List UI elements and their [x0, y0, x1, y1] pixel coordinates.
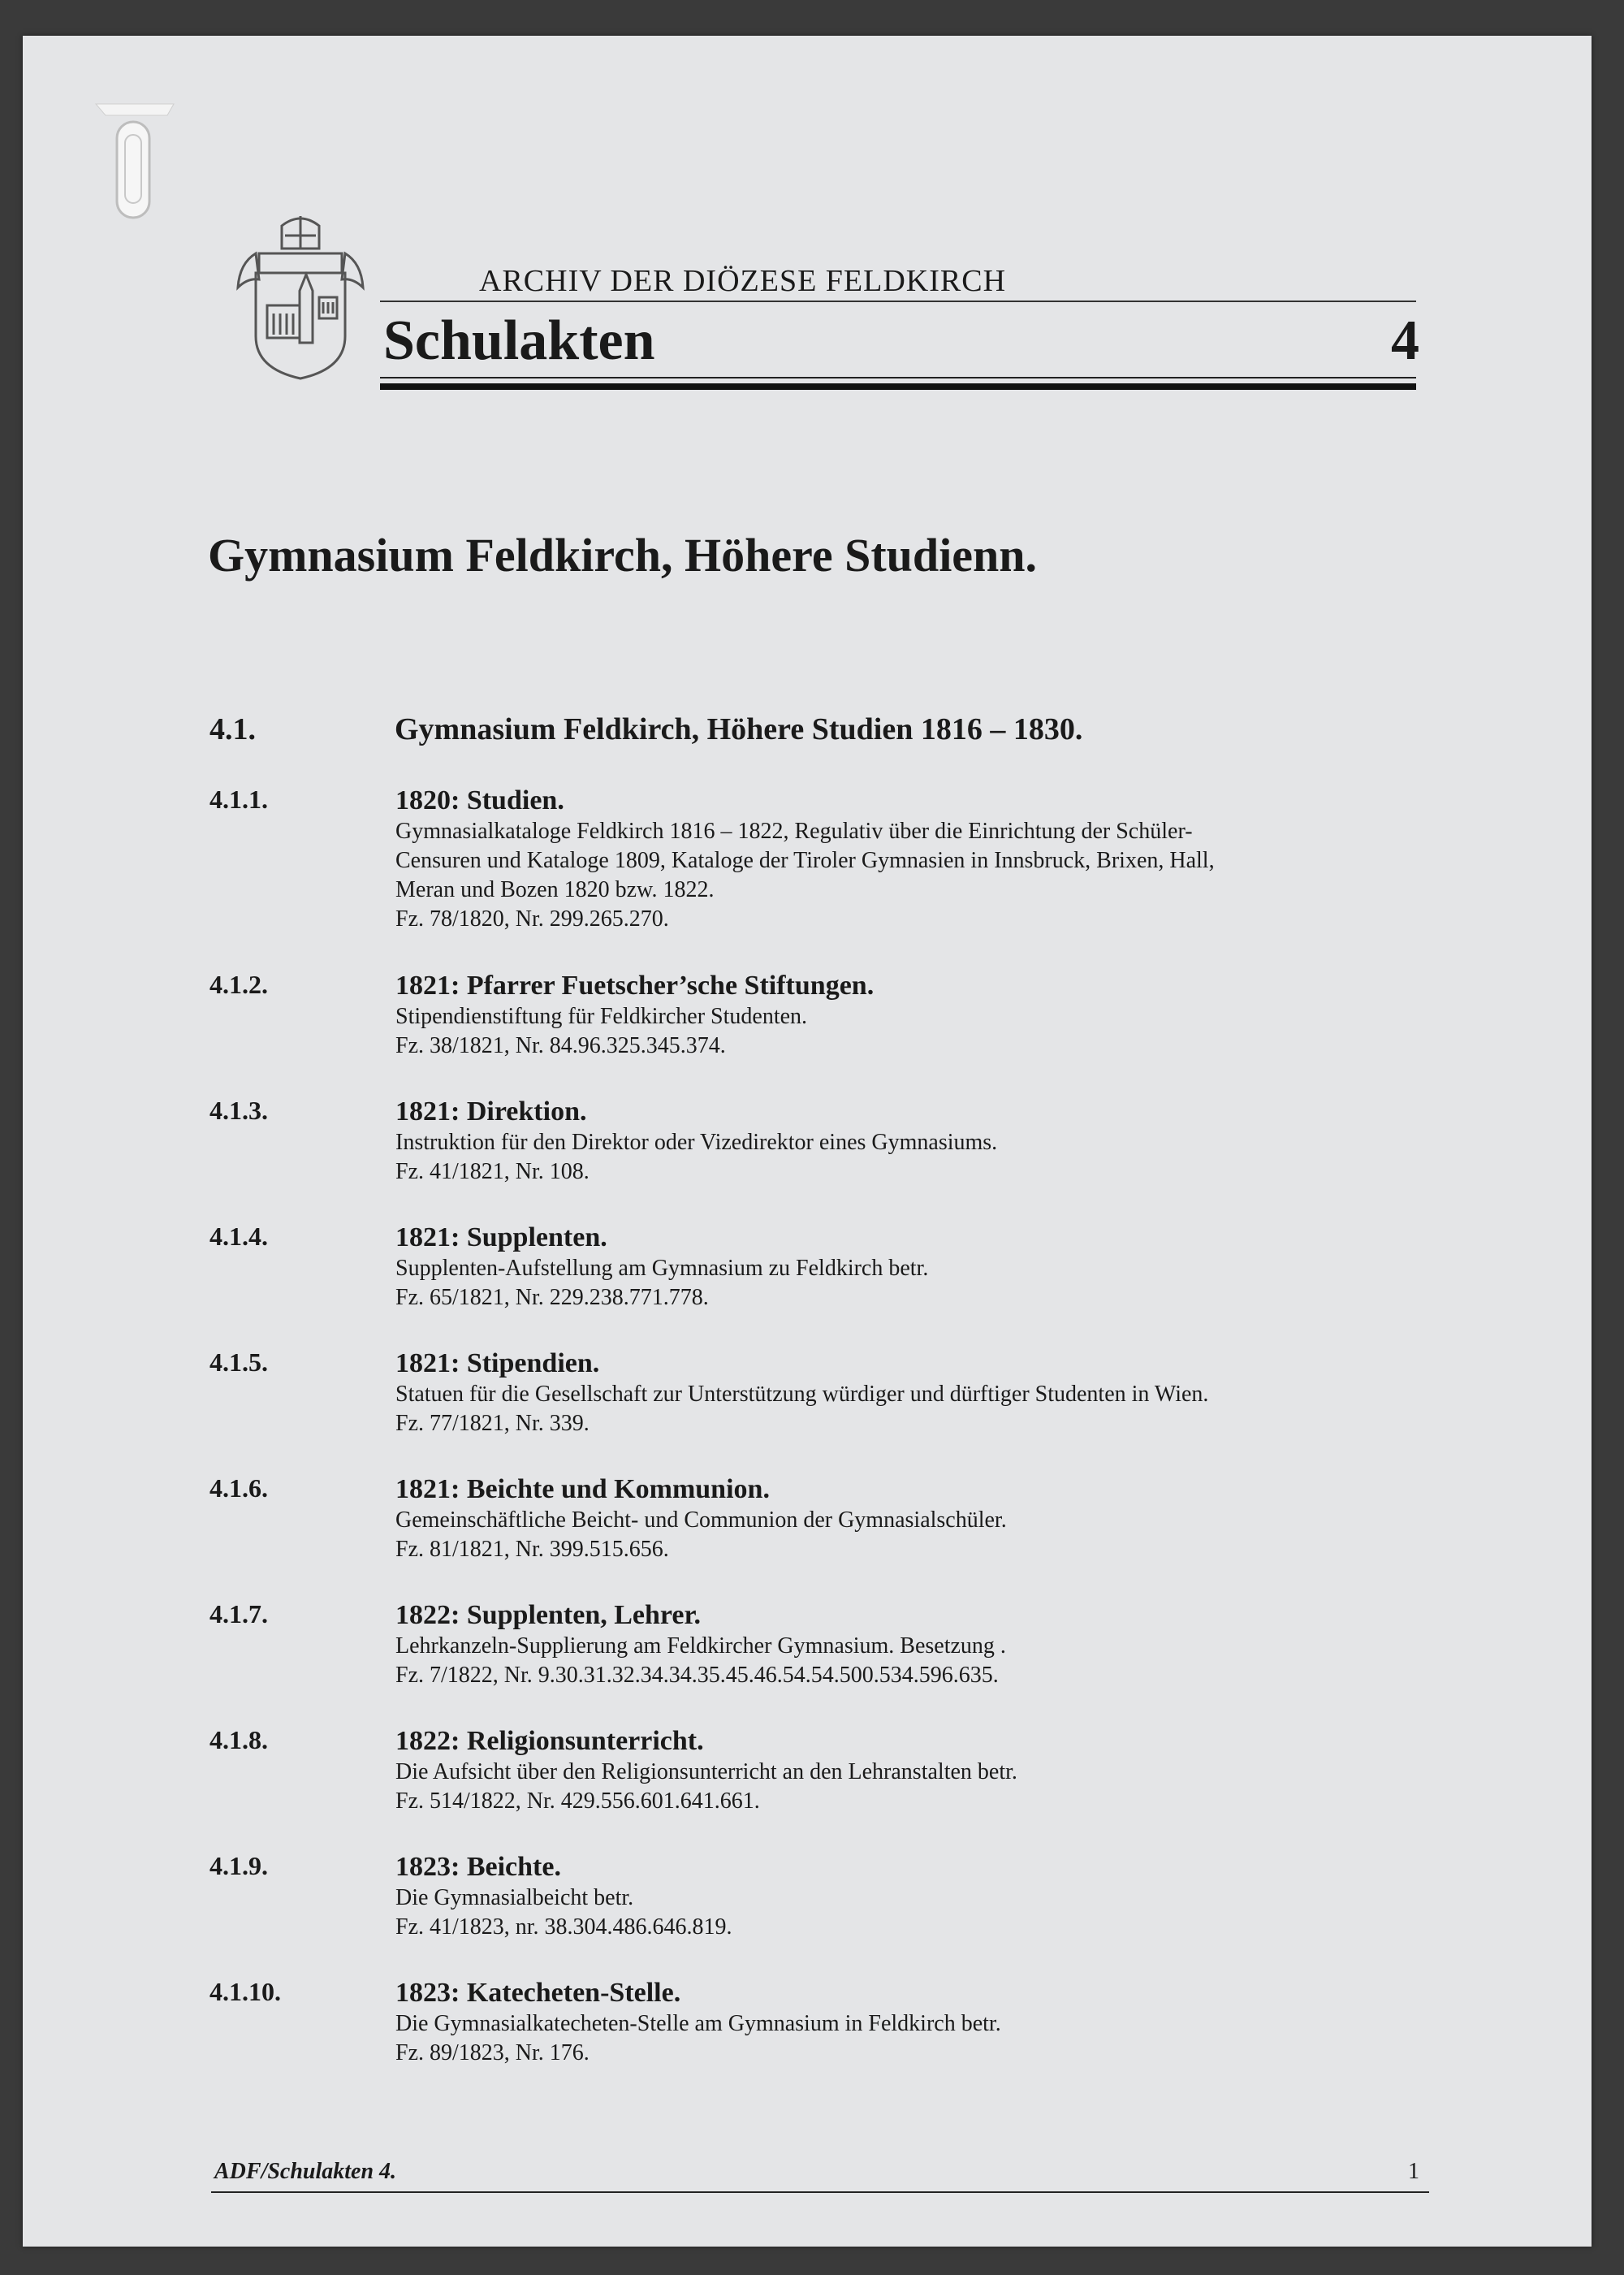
header-rule-top	[380, 301, 1416, 302]
entry-reference: Fz. 77/1821, Nr. 339.	[395, 1411, 590, 1436]
entry-desc-line: Lehrkanzeln-Supplierung am Feldkircher Gymnasium. Besetzung .	[395, 1633, 1006, 1659]
entry-title: 1821: Pfarrer Fuetscher’sche Stiftungen.	[395, 971, 875, 1001]
entry-title: 1821: Beichte und Kommunion.	[395, 1474, 770, 1504]
entry-reference: Fz. 89/1823, Nr. 176.	[395, 2040, 590, 2065]
entry-number: 4.1.4.	[209, 1222, 268, 1251]
entry-desc-line: Gymnasialkataloge Feldkirch 1816 – 1822, Regulativ über die Einrichtung der Schüler-	[395, 819, 1193, 844]
entry-title: 1821: Supplenten.	[395, 1222, 607, 1252]
entry-reference: Fz. 41/1821, Nr. 108.	[395, 1159, 590, 1184]
entry-number: 4.1.9.	[209, 1851, 268, 1880]
entry-title: 1821: Direktion.	[395, 1096, 587, 1127]
page-number: 1	[1408, 2159, 1419, 2184]
series-number: 4	[1391, 309, 1419, 372]
entry-number: 4.1.10.	[209, 1977, 281, 2006]
page-title: Gymnasium Feldkirch, Höhere Studienn.	[208, 529, 1038, 582]
entry-title: 1820: Studien.	[395, 785, 564, 815]
entry-number: 4.1.2.	[209, 970, 268, 999]
entry-desc-line: Statuen für die Gesellschaft zur Unterstützung würdiger und dürftiger Studenten in Wien.	[395, 1382, 1209, 1407]
section-title: Gymnasium Feldkirch, Höhere Studien 1816 – 1830.	[395, 712, 1083, 746]
entry-title: 1822: Religionsunterricht.	[395, 1726, 704, 1756]
footer-label: ADF/Schulakten 4.	[214, 2159, 397, 2184]
header-rule-thick	[380, 383, 1416, 390]
entry-title: 1823: Katecheten-Stelle.	[395, 1978, 681, 2008]
entry-desc-line: Instruktion für den Direktor oder Vizedirektor eines Gymnasiums.	[395, 1130, 998, 1155]
entry-number: 4.1.1.	[209, 785, 268, 814]
header-rule-bottom	[380, 377, 1416, 378]
entry-desc-line: Die Aufsicht über den Religionsunterricht an den Lehranstalten betr.	[395, 1759, 1017, 1784]
entry-title: 1822: Supplenten, Lehrer.	[395, 1600, 701, 1630]
archive-name: ARCHIV DER DIÖZESE FELDKIRCH	[479, 264, 1007, 298]
entry-desc-line: Meran und Bozen 1820 bzw. 1822.	[395, 877, 715, 902]
entry-reference: Fz. 41/1823, nr. 38.304.486.646.819.	[395, 1914, 732, 1940]
document-page	[23, 36, 1592, 2247]
entry-desc-line: Supplenten-Aufstellung am Gymnasium zu Feldkirch betr.	[395, 1256, 929, 1281]
entry-reference: Fz. 78/1820, Nr. 299.265.270.	[395, 906, 669, 932]
series-title: Schulakten	[383, 309, 655, 372]
footer-rule	[211, 2191, 1429, 2193]
entry-title: 1823: Beichte.	[395, 1852, 561, 1882]
section-number: 4.1.	[209, 712, 256, 746]
entry-number: 4.1.7.	[209, 1599, 268, 1628]
paper-clip-icon	[89, 97, 180, 268]
entry-reference: Fz. 38/1821, Nr. 84.96.325.345.374.	[395, 1033, 726, 1058]
entry-reference: Fz. 65/1821, Nr. 229.238.771.778.	[395, 1285, 709, 1310]
entry-number: 4.1.3.	[209, 1096, 268, 1125]
entry-number: 4.1.8.	[209, 1725, 268, 1754]
entry-reference: Fz. 514/1822, Nr. 429.556.601.641.661.	[395, 1788, 760, 1814]
entry-desc-line: Die Gymnasialbeicht betr.	[395, 1885, 634, 1910]
entry-number: 4.1.5.	[209, 1347, 268, 1377]
entry-reference: Fz. 7/1822, Nr. 9.30.31.32.34.34.35.45.46.54.54.500.534.596.635.	[395, 1663, 999, 1688]
diocese-crest-icon	[231, 206, 369, 385]
entry-reference: Fz. 81/1821, Nr. 399.515.656.	[395, 1537, 669, 1562]
entry-desc-line: Censuren und Kataloge 1809, Kataloge der Tiroler Gymnasien in Innsbruck, Brixen, Hall,	[395, 848, 1215, 873]
entry-title: 1821: Stipendien.	[395, 1348, 600, 1378]
entry-desc-line: Stipendienstiftung für Feldkircher Studenten.	[395, 1004, 808, 1029]
entry-desc-line: Die Gymnasialkatecheten-Stelle am Gymnasium in Feldkirch betr.	[395, 2011, 1001, 2036]
entry-number: 4.1.6.	[209, 1473, 268, 1503]
entry-desc-line: Gemeinschäftliche Beicht- und Communion der Gymnasialschüler.	[395, 1507, 1007, 1533]
